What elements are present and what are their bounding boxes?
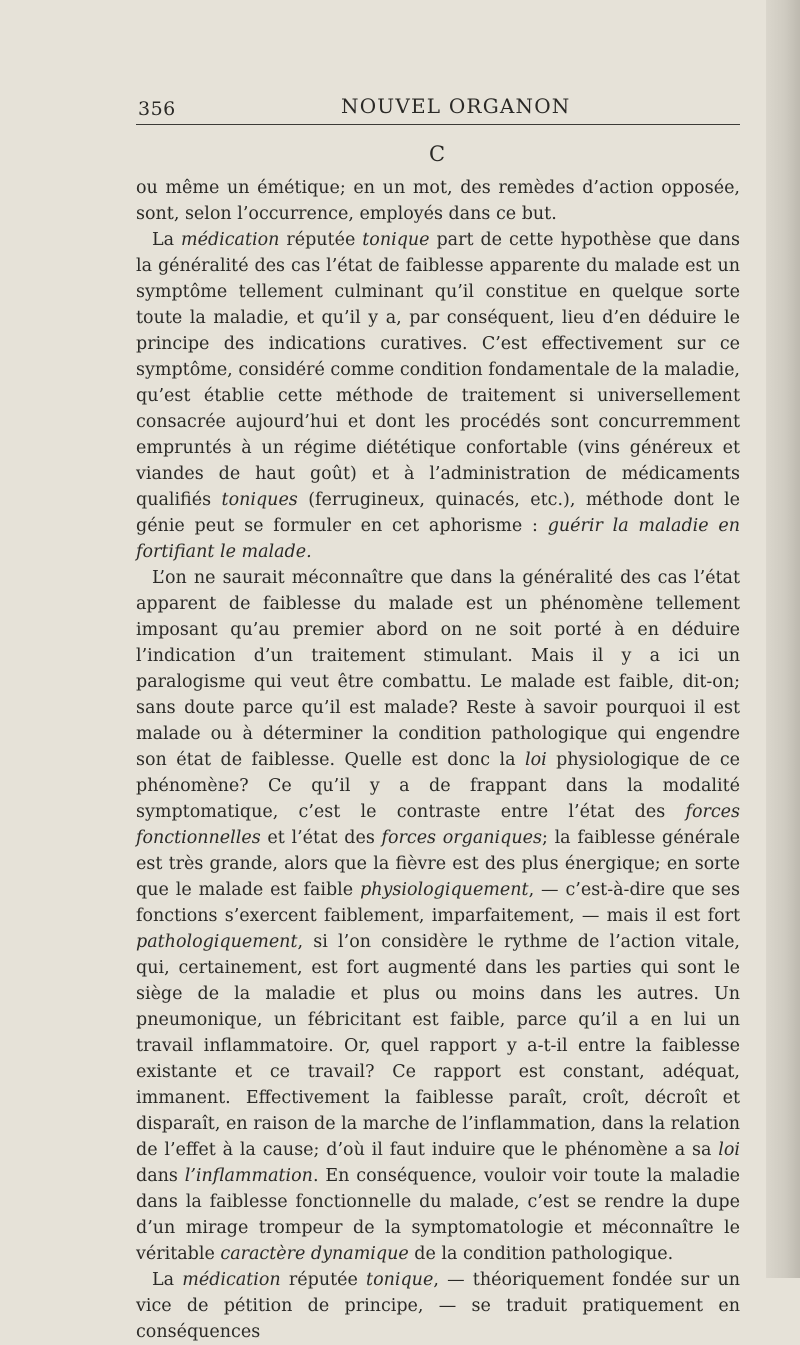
body-text — [136, 175, 740, 1345]
paragraph — [136, 1267, 740, 1345]
paragraph — [136, 227, 740, 565]
italic-run: tonique — [366, 1270, 434, 1290]
text-run: de la condition pathologique. — [408, 1244, 674, 1264]
paragraph — [136, 175, 740, 227]
text-run: physiologique de ce phénomène? Ce qu’il y a de frappant dans la modalité symptomatique, c’est le contraste entre l’état des — [136, 750, 741, 822]
italic-run: forces organiques — [381, 828, 542, 848]
page-number: 356 — [138, 98, 176, 120]
italic-run: toniques — [221, 490, 298, 510]
text-run: dans — [136, 1166, 185, 1186]
paragraph — [136, 565, 740, 1267]
text-run: La — [152, 1270, 183, 1290]
text-run: (ferrugineux, quinacés, etc.), méthode dont le génie peut se formuler en cet aphorisme : — [136, 490, 740, 536]
italic-run: loi — [718, 1140, 740, 1160]
italic-run: l’inflammation — [184, 1166, 313, 1186]
italic-run: caractère dynamique — [220, 1244, 409, 1264]
italic-run: tonique — [362, 230, 430, 250]
text-run: , si l’on considère le rythme de l’action vitale, qui, certainement, est fort augmenté dans les parties qui sont le siège de la maladie et plus ou moins dans les autres. Un pneumonique, un fébricitant est faible, parce qu’il a en lui un travail inflammatoire. Or, quel rapport y a-t-il entre la faiblesse existante et ce travail? Ce rapport est constant, adéquat, immanent. Effectivement la faiblesse paraît, croît, décroît et disparaît, en raison de la marche de l’inflammation, dans la relation de l’effet à la cause; d’où il faut induire que le phénomène a sa — [136, 932, 740, 1160]
header-rule — [136, 124, 740, 125]
text-run: . En conséquence, vouloir voir toute la maladie dans la faiblesse fonctionnelle du malade, c’est se rendre la dupe d’un mirage trompeur de la symptomatologie et méconnaître le véritable — [136, 1166, 740, 1264]
italic-run: médication — [182, 1270, 281, 1290]
italic-run: physiologiquement — [360, 880, 529, 900]
text-run: réputée — [280, 1270, 367, 1290]
italic-run: médication — [181, 230, 280, 250]
italic-run: pathologiquement — [136, 932, 298, 952]
text-run: ; la faiblesse générale est très grande, alors que la fièvre est des plus énergique; en sorte que le malade est faible — [136, 828, 740, 900]
text-run: et l’état des — [260, 828, 382, 848]
text-run: La — [152, 230, 181, 250]
running-title: NOUVEL ORGANON — [341, 94, 571, 118]
text-run: part de cette hypothèse que dans la généralité des cas l’état de faiblesse apparente du malade est un symptôme tellement culminant qu’il constitue en quelque sorte toute la maladie, et qu’il y a, par conséquent, lieu d’en déduire le principe des indications curatives. C’est effectivement sur ce symptôme, considéré comme condition fondamentale de la maladie, qu’est établie cette méthode de traitement si universellement consacrée aujourd’hui et dont les procédés sont concurremment empruntés à un régime diététique confortable (vins généreux et viandes de haut goût) et à l’administration de médicaments qualifiés — [136, 230, 740, 510]
text-run: ou même un émétique; en un mot, des remèdes d’action opposée, sont, selon l’occurrence, employés dans ce but. — [136, 178, 740, 224]
text-run: réputée — [279, 230, 363, 250]
text-run: , — c’est-à-dire que ses fonctions s’exercent faiblement, imparfaitement, — mais il est fort — [136, 880, 740, 926]
italic-run: loi — [525, 750, 547, 770]
text-run: , — théoriquement fondée sur un vice de pétition de principe, — se traduit pratiquement en conséquences — [136, 1270, 740, 1342]
italic-run: forces fonctionnelles — [136, 802, 740, 848]
section-letter: C — [429, 142, 446, 166]
page-edge-shadow — [766, 0, 800, 1278]
text-run: L’on ne saurait méconnaître que dans la généralité des cas l’état apparent de faiblesse du malade est un phénomène tellement imposant qu’au premier abord on ne soit porté à en déduire l’indication d’un traitement stimulant. Mais il y a ici un paralogisme qui veut être combattu. Le malade est faible, dit-on; sans doute parce qu’il est malade? Reste à savoir pourquoi il est malade ou à déterminer la condition pathologique qui engendre son état de faiblesse. Quelle est donc la — [136, 568, 740, 770]
page-header — [136, 92, 740, 122]
italic-run: guérir la maladie en fortifiant le malade. — [136, 516, 740, 562]
